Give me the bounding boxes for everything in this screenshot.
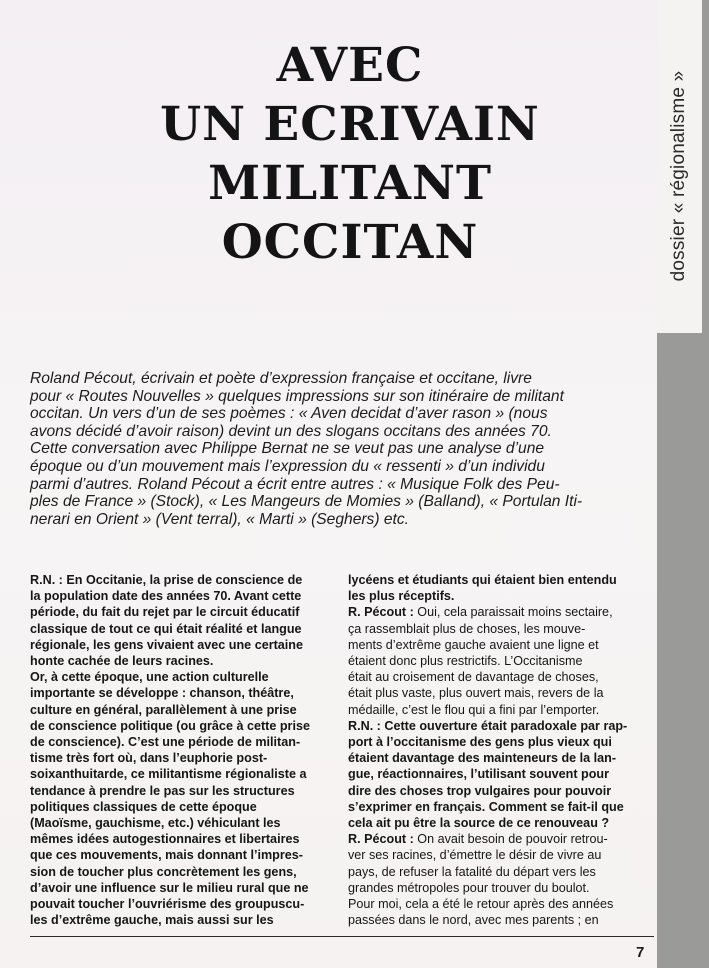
text-line: lycéens et étudiants qui étaient bien entendu — [348, 573, 617, 587]
text-line: période, du fait du rejet par le circuit éducatif — [30, 605, 300, 620]
text-line: était au croisement de davantage de choses, — [348, 670, 599, 685]
line-text: On avait besoin de pouvoir retrou- — [413, 832, 608, 847]
intro-line: ples de France » (Stock), « Les Mangeurs de Momies » (Balland), « Portulan Iti- — [30, 493, 583, 511]
text-line: honte cachée de leurs racines. — [30, 654, 214, 669]
text-line: tendance à prendre le pas sur les structures — [30, 783, 295, 798]
text-line: ça rassemblait plus de choses, les mouve- — [348, 621, 586, 636]
text-line: politiques classiques de cette époque — [30, 799, 257, 814]
intro-line: époque ou d’un mouvement mais l’expression du « ressenti » d’un individu — [30, 457, 545, 475]
text-line: ments d’extrême gauche avaient une ligne et — [348, 637, 599, 652]
page-number: 7 — [636, 944, 645, 961]
left-column — [30, 572, 333, 928]
text-line: les plus réceptifs. — [348, 589, 455, 604]
text-line: Or, à cette époque, une action culturelle — [30, 670, 269, 685]
text-line: ver ses racines, d’émettre le désir de vivre au — [348, 848, 602, 863]
text-line: pouvait toucher l’ouvriérisme des groupuscu- — [30, 897, 305, 912]
text-line: de conscience). C’est une période de militan- — [30, 735, 301, 750]
intro-paragraph — [30, 370, 652, 528]
text-line: la population date des années 70. Avant cette — [30, 589, 302, 604]
title-line: UN ECRIVAIN — [160, 97, 540, 152]
intro-line: avons décidé d’avoir raison) devint un des slogans occitans des années 70. — [30, 422, 552, 440]
title-line: MILITANT — [208, 156, 492, 211]
text-line: tisme très fort où, dans l’euphorie post- — [30, 751, 268, 766]
title-line: OCCITAN — [221, 215, 479, 270]
text-line: sion de toucher plus concrètement les gens, — [30, 864, 297, 879]
text-line: soixanthuitarde, ce militantisme régionaliste a — [30, 767, 307, 782]
text-line: les d’extrême gauche, mais aussi sur les — [30, 913, 274, 928]
intro-line: occitan. Un vers d’un de ses poèmes : « Aven decidat d’aver rason » (nous — [30, 405, 548, 423]
text-line: classique de tout ce qui était réalité et langue — [30, 621, 302, 636]
speaker-label: R. Pécout : — [348, 605, 414, 620]
text-line: médaille, c’est le flou qui a fini par l’emporter. — [348, 702, 600, 717]
text-line: cela ait pu être la source de ce renouveau ? — [348, 816, 610, 831]
text-line: que ces mouvements, mais donnant l’impres- — [30, 848, 303, 863]
text-line: grandes métropoles pour trouver du boulot. — [348, 880, 590, 895]
text-line: étaient donc plus restrictifs. L’Occitanisme — [348, 654, 583, 669]
text-line: gue, réactionnaires, l’utilisant souvent pour — [348, 767, 610, 782]
text-line: de conscience politique (ou grâce à cette prise — [30, 718, 310, 733]
text-line: dire des choses trop vulgaires pour pouvoir — [348, 783, 612, 798]
intro-line: pour « Routes Nouvelles » quelques impressions sur son itinéraire de militant — [30, 387, 564, 405]
title-line: AVEC — [276, 38, 424, 93]
text-line: passées dans le nord, avec mes parents ; en — [348, 913, 599, 928]
text-line: culture en général, parallèlement à une prise — [30, 702, 297, 717]
line-text: Oui, cela paraissait moins sectaire, — [413, 605, 613, 620]
text-line: Pour moi, cela a été le retour après des années — [348, 897, 614, 912]
text-line: d’avoir une influence sur le milieu rural que ne — [30, 880, 309, 895]
text-line: mêmes idées autogestionnaires et libertaires — [30, 832, 300, 847]
article-title — [60, 36, 640, 272]
text-line: port à l’occitanisme des gens plus vieux qui — [348, 735, 612, 750]
intro-line: parmi d’autres. Roland Pécout a écrit entre autres : « Musique Folk des Peu- — [30, 475, 560, 493]
text-line — [348, 831, 651, 847]
text-line: pays, de refuser la fatalité du départ vers les — [348, 864, 596, 879]
text-line: importante se développe : chanson, théâtre, — [30, 686, 294, 701]
text-line: régionale, les gens vivaient avec une certaine — [30, 637, 303, 652]
intro-line: Cette conversation avec Philippe Bernat ne se veut pas une analyse d’une — [30, 440, 545, 458]
text-line: (Maoïsme, gauchisme, etc.) véhiculant les — [30, 816, 281, 831]
section-label: dossier « régionalisme » — [668, 70, 689, 282]
text-line: s’exprimer en français. Comment se fait-il que — [348, 799, 624, 814]
right-column — [348, 572, 651, 928]
text-line: était plus vaste, plus ouvert mais, revers de la — [348, 686, 604, 701]
intro-line: Roland Pécout, écrivain et poète d’expression française et occitane, livre — [30, 370, 532, 387]
text-line: R.N. : Cette ouverture était paradoxale par rap- — [348, 718, 628, 733]
intro-line: nerari en Orient » (Vent terral), « Marti » (Seghers) etc. — [30, 510, 410, 528]
speaker-label: R. Pécout : — [348, 832, 414, 847]
text-line: R.N. : En Occitanie, la prise de conscience de — [30, 573, 303, 587]
text-line — [348, 604, 651, 620]
footer-rule — [30, 936, 654, 937]
text-line: étaient davantage des mainteneurs de la lan- — [348, 751, 617, 766]
